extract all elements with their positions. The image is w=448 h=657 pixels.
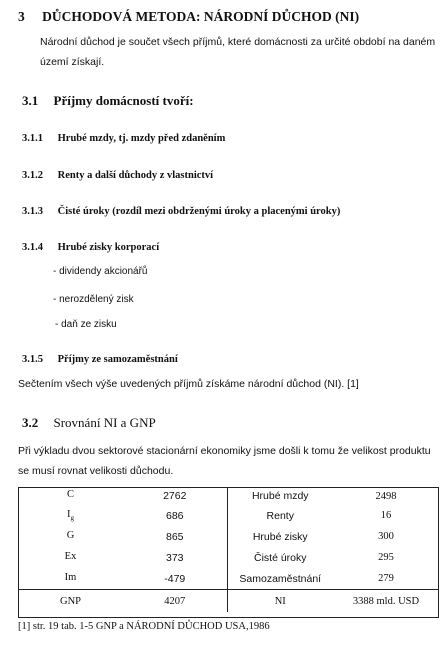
footnote: [1] str. 19 tab. 1-5 GNP a NÁRODNÍ DŮCHOD USA,1986 xyxy=(18,621,270,632)
expenditure-item: G xyxy=(66,529,75,541)
heading-3-1-3 xyxy=(22,206,340,217)
income-item: Hrubé mzdy xyxy=(227,487,333,505)
expenditure-item: Im xyxy=(64,571,77,583)
heading-3-1-4-title: Hrubé zisky korporací xyxy=(57,242,160,253)
summary-sentence: Sečtením všech výše uvedených příjmů získáme národní důchod (NI). [1] xyxy=(18,378,359,390)
heading-3-1-number: 3.1 xyxy=(22,93,39,108)
expenditure-value: 373 xyxy=(165,551,184,564)
table-row xyxy=(18,547,439,568)
heading-3-1-5 xyxy=(22,354,178,365)
heading-3-1-4 xyxy=(22,242,159,253)
income-value: 295 xyxy=(378,552,394,563)
income-item: Renty xyxy=(227,505,333,526)
expenditure-item: $I_g$ xyxy=(67,508,74,523)
para-3-2-line-1: Při výkladu dvou sektorové stacionární ekonomiky jsme došli k tomu že velikost produktu xyxy=(18,445,431,457)
para-3-2-line-2: se musí rovnat velikosti důchodu. xyxy=(18,465,174,477)
table-row xyxy=(18,505,439,526)
income-item: Čisté úroky xyxy=(227,547,333,568)
table-row xyxy=(18,568,439,590)
heading-3-1-title: Příjmy domácností tvoří: xyxy=(53,93,194,108)
heading-3-1-3-title: Čisté úroky (rozdíl mezi obdrženými úroky a placenými úroky) xyxy=(57,206,341,217)
income-value: 279 xyxy=(378,573,394,584)
heading-3-1-2 xyxy=(22,170,213,181)
heading-3-1-1-title: Hrubé mzdy, tj. mzdy před zdaněním xyxy=(57,133,226,144)
expenditure-value: 2762 xyxy=(163,490,187,502)
heading-3-1 xyxy=(22,93,194,109)
gnp-ni-table xyxy=(18,487,439,612)
income-item: Samozaměstnání xyxy=(227,568,333,590)
heading-3-2 xyxy=(22,415,156,431)
heading-3-1-3-number: 3.1.3 xyxy=(22,206,43,217)
expenditure-value: -479 xyxy=(164,572,186,585)
income-value: 2498 xyxy=(375,490,397,502)
heading-3-1-2-title: Renty a další důchody z vlastnictví xyxy=(57,170,214,181)
gnp-label: GNP xyxy=(18,590,123,613)
table-total-row xyxy=(18,590,439,613)
heading-3-1-5-number: 3.1.5 xyxy=(22,354,43,365)
heading-3-1-1-number: 3.1.1 xyxy=(22,133,43,144)
expenditure-value: 865 xyxy=(165,530,184,543)
intro-line-1: Národní důchod je součet všech příjmů, které domácnosti za určité období na daném xyxy=(40,36,436,48)
bullet-profit-tax: - daň ze zisku xyxy=(55,319,117,330)
ni-label: NI xyxy=(227,590,333,613)
heading-3-1-2-number: 3.1.2 xyxy=(22,170,43,181)
income-value: 16 xyxy=(380,510,392,521)
expenditure-item: Ex xyxy=(64,550,77,562)
heading-3-1-4-number: 3.1.4 xyxy=(22,242,43,253)
table-row xyxy=(18,526,439,547)
heading-3-number: 3 xyxy=(18,9,25,24)
income-value: 300 xyxy=(378,531,394,542)
income-item: Hrubé zisky xyxy=(227,526,333,547)
expenditure-value: 686 xyxy=(165,509,184,522)
heading-3-title: DŮCHODOVÁ METODA: NÁRODNÍ DŮCHOD (NI) xyxy=(42,9,360,24)
heading-3-1-1 xyxy=(22,133,225,144)
gnp-value: 4207 xyxy=(123,590,227,613)
table-row xyxy=(18,487,439,505)
heading-3-2-title: Srovnání NI a GNP xyxy=(53,415,156,430)
heading-3-2-number: 3.2 xyxy=(22,415,39,430)
bullet-dividends: - dividendy akcionářů xyxy=(53,266,148,277)
heading-3 xyxy=(18,9,359,25)
bullet-retained-profit: - nerozdělený zisk xyxy=(53,294,134,305)
expenditure-item: C xyxy=(66,489,74,501)
ni-value: 3388 mld. USD xyxy=(333,590,439,613)
heading-3-1-5-title: Příjmy ze samozaměstnání xyxy=(57,354,178,365)
intro-line-2: území získají. xyxy=(40,56,105,68)
